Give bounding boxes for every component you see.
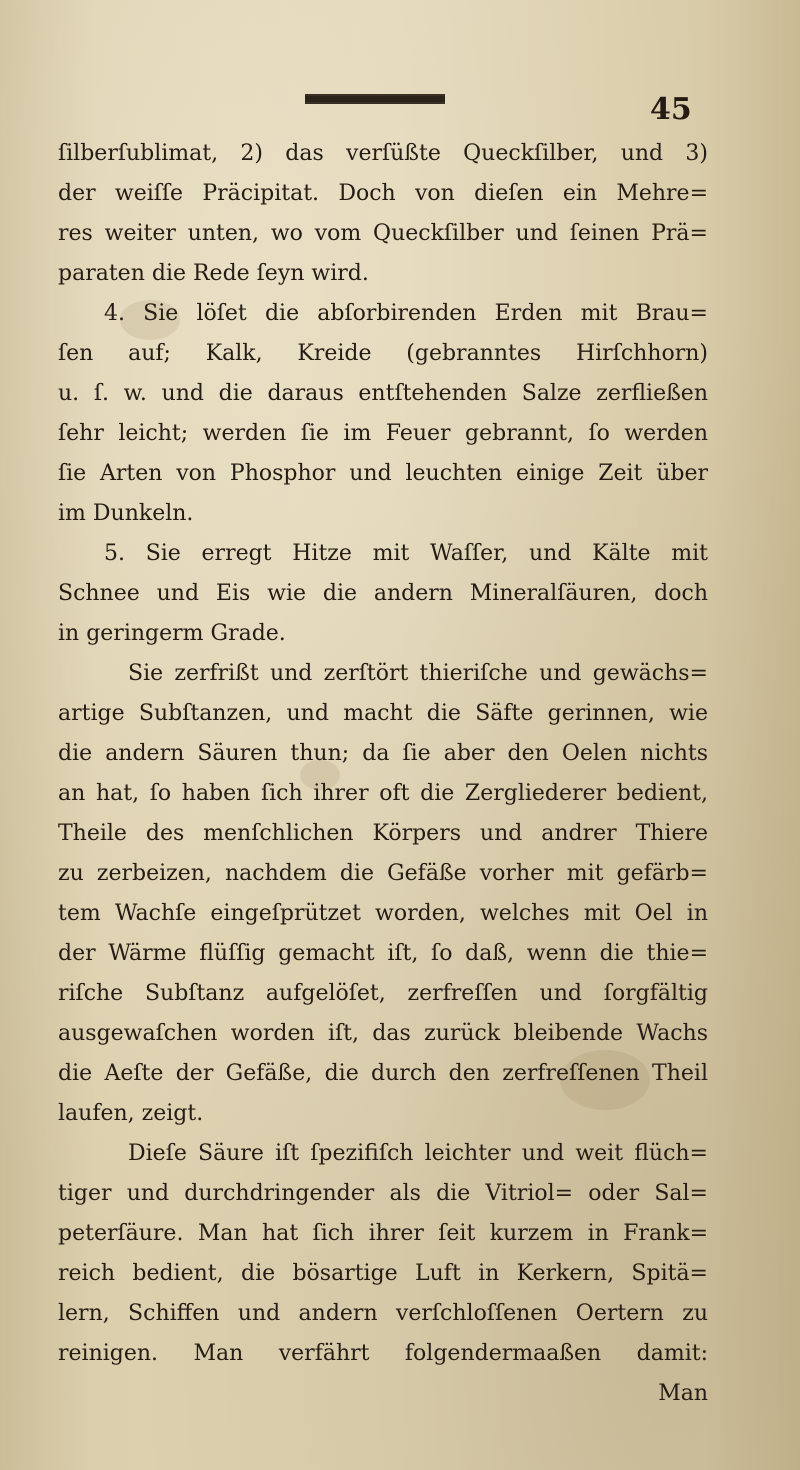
text-line: Schnee und Eis wie die andern Mineralſäuren, doch [58,581,708,606]
text-line: tiger und durchdringender als die Vitriol= oder Sal= [58,1181,708,1206]
text-line: reinigen. Man verfährt folgendermaaßen damit: [58,1341,708,1366]
text-line: ſen auf; Kalk, Kreide (gebranntes Hirſchhorn) [58,341,708,366]
catchword: Man [658,1381,708,1406]
text-line: tem Wachſe eingeſprützet worden, welches mit Oel in [58,901,708,926]
page-number: 45 [650,92,692,127]
text-line: in geringerm Grade. [58,621,286,646]
text-line: ſie Arten von Phosphor und leuchten einige Zeit über [58,461,708,486]
text-line: der Wärme flüſſig gemacht iſt, ſo daß, wenn die thie= [58,941,708,966]
text-line: laufen, zeigt. [58,1101,204,1126]
text-line: im Dunkeln. [58,501,194,526]
text-line: an hat, ſo haben ſich ihrer oft die Zergliederer bedient, [58,781,708,806]
text-line: Sie zerfrißt und zerſtört thieriſche und gewächs= [128,661,708,686]
text-line: peterſäure. Man hat ſich ihrer ſeit kurzem in Frank= [58,1221,708,1246]
text-line: die andern Säuren thun; da ſie aber den Oelen nichts [58,741,708,766]
text-line: 4. Sie löſet die abſorbirenden Erden mit Brau= [104,301,708,326]
text-line: res weiter unten, wo vom Queckſilber und ſeinen Prä= [58,221,708,246]
text-line: zu zerbeizen, nachdem die Gefäße vorher mit gefärb= [58,861,708,886]
header-ornament-rule [305,94,445,104]
text-line: lern, Schiffen und andern verſchloſſenen Oertern zu [58,1301,708,1326]
text-line: Dieſe Säure iſt ſpezifiſch leichter und weit flüch= [128,1141,708,1166]
text-line: riſche Subſtanz aufgelöſet, zerfreſſen und ſorgfältig [58,981,708,1006]
text-line: paraten die Rede ſeyn wird. [58,261,369,286]
text-line: der weiſſe Präcipitat. Doch von dieſen ein Mehre= [58,181,708,206]
text-line: reich bedient, die bösartige Luft in Kerkern, Spitä= [58,1261,708,1286]
text-line: 5. Sie erregt Hitze mit Waſſer, und Kälte mit [104,541,708,566]
text-line: ſehr leicht; werden ſie im Feuer gebrannt, ſo werden [58,421,708,446]
text-line: ſilberſublimat, 2) das verſüßte Queckſilber, und 3) [58,141,708,166]
text-line: die Aeſte der Gefäße, die durch den zerfreſſenen Theil [58,1061,708,1086]
text-line: u. ſ. w. und die daraus entſtehenden Salze zerfließen [58,381,708,406]
text-line: Theile des menſchlichen Körpers und andrer Thiere [58,821,708,846]
text-line: artige Subſtanzen, und macht die Säfte gerinnen, wie [58,701,708,726]
body-text [58,134,708,1414]
text-line: ausgewaſchen worden iſt, das zurück bleibende Wachs [58,1021,708,1046]
